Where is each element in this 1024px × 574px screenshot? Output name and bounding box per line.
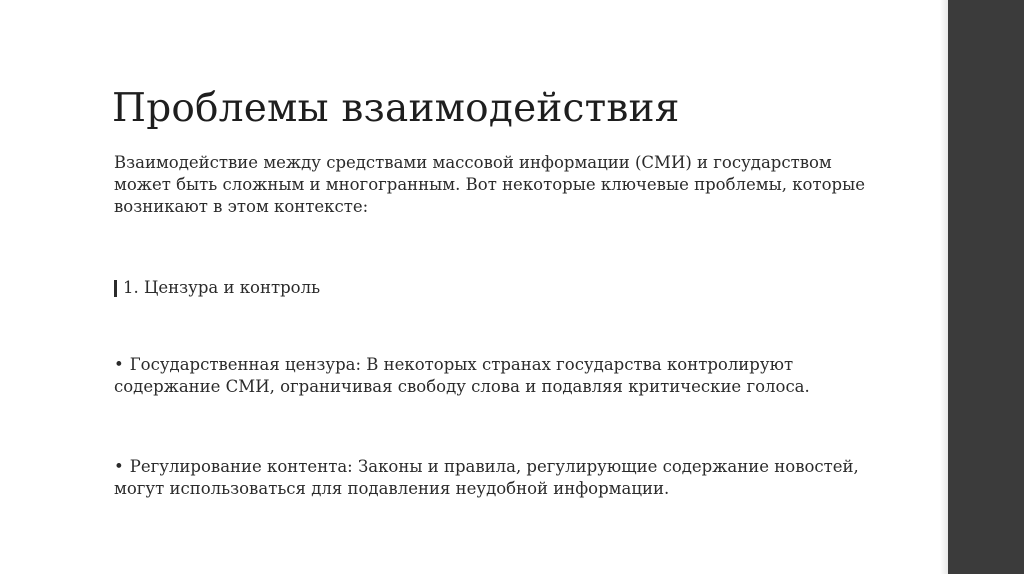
slide-title: Проблемы взаимодействия [112,86,680,131]
slide-edge-shadow [940,0,948,574]
section-heading [114,277,884,299]
section-heading-text: 1. Цензура и контроль [123,278,321,297]
side-panel-bar [948,0,1024,574]
bullet-item-content-regulation [114,456,884,500]
bullet-item-censorship [114,354,884,398]
bullet-text: Регулирование контента: Законы и правила, регулирующие содержание новостей, могут использоваться для подавления неудобной информации. [114,457,859,498]
intro-paragraph: Взаимодействие между средствами массовой информации (СМИ) и государством может быть сложным и многогранным. Вот некоторые ключевые проблемы, которые возникают в этом контексте: [114,153,865,216]
bullet-icon: • [114,457,124,476]
bullet-icon: • [114,355,124,374]
bullet-text: Государственная цензура: В некоторых странах государства контролируют содержание СМИ, ограничивая свободу слова и подавляя критические голоса. [114,355,810,396]
text-cursor-bar [114,280,117,297]
